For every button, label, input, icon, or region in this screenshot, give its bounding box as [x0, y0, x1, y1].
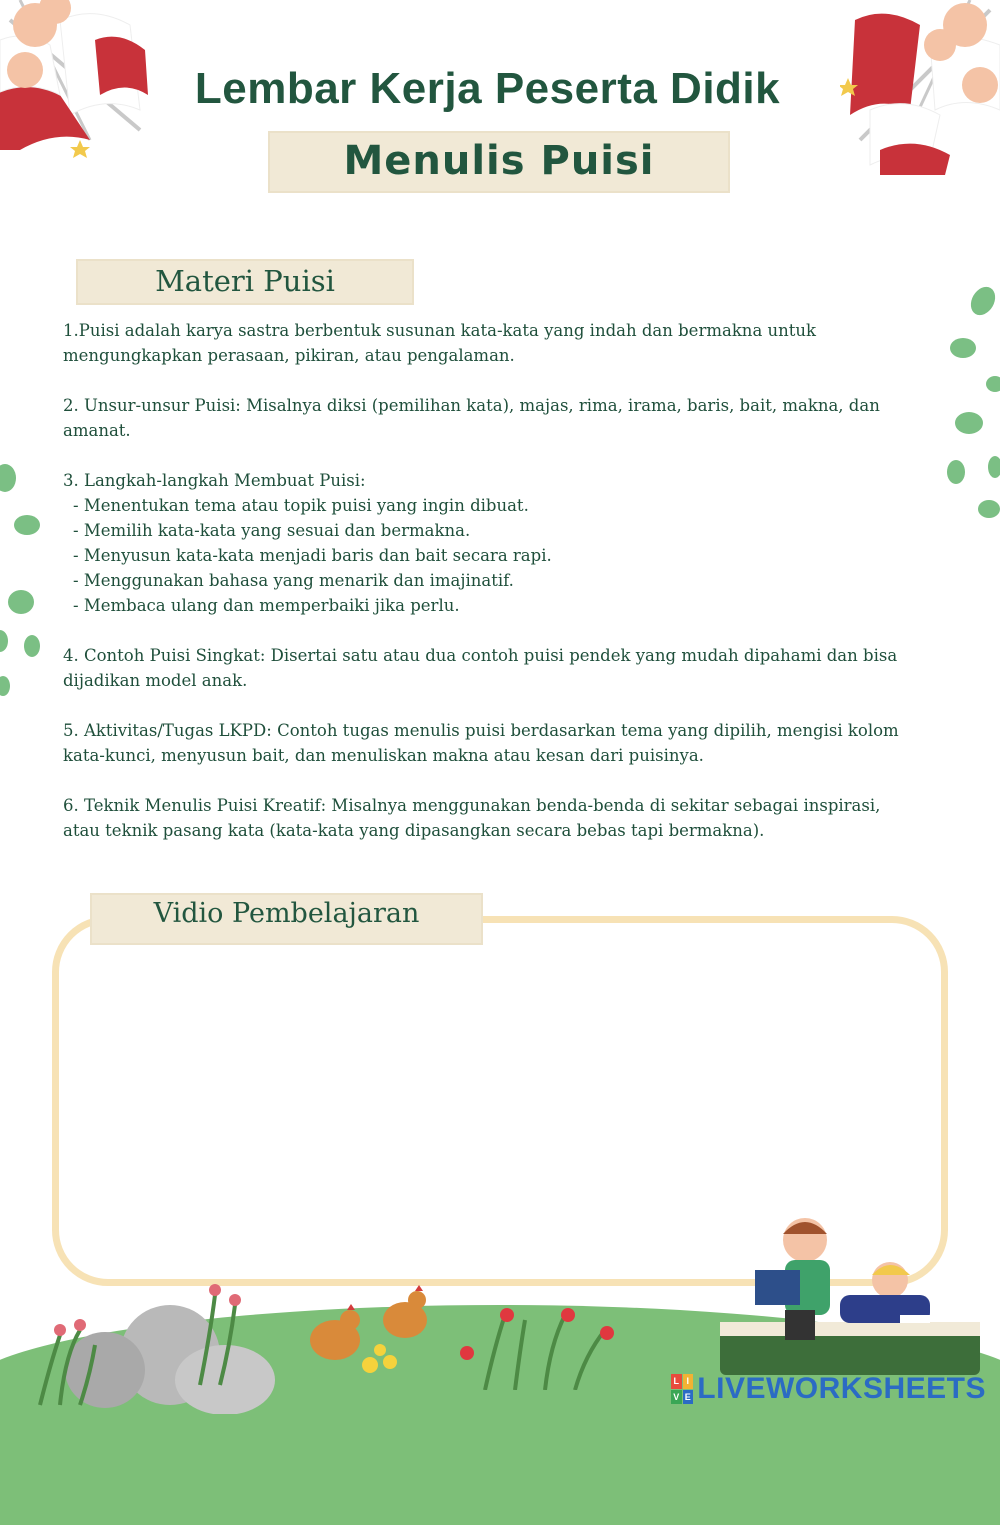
materi-item-2: 2. Unsur-unsur Puisi: Misalnya diksi (pemilihan kata), majas, rima, irama, baris, bait, makna, dan amanat. [63, 396, 880, 440]
materi-step: - Menyusun kata-kata menjadi baris dan bait secara rapi. [73, 546, 552, 565]
materi-heading: Materi Puisi [155, 264, 335, 298]
materi-step: - Menentukan tema atau topik puisi yang ingin dibuat. [73, 496, 529, 515]
grass-flowers-illustration [455, 1305, 620, 1390]
materi-item-3: 3. Langkah-langkah Membuat Puisi: [63, 471, 366, 490]
liveworksheets-wordmark: LIVEWORKSHEETS [697, 1372, 986, 1405]
page-subtitle: Menulis Puisi [343, 138, 655, 184]
materi-step: - Menggunakan bahasa yang menarik dan imajinatif. [73, 571, 514, 590]
materi-item-1: 1.Puisi adalah karya sastra berbentuk susunan kata-kata yang indah dan bermakna untuk mengungkapkan perasaan, pikiran, atau pengalaman. [63, 321, 817, 365]
materi-item-5: 5. Aktivitas/Tugas LKPD: Contoh tugas menulis puisi berdasarkan tema yang dipilih, mengisi kolom kata-kunci, menyusun bait, dan menuliskan makna atau kesan dari puisinya. [63, 721, 899, 765]
rocks-and-flowers-illustration [20, 1275, 280, 1414]
materi-step: - Memilih kata-kata yang sesuai dan bermakna. [73, 521, 471, 540]
liveworksheets-logo-icon: L I V E [671, 1374, 693, 1404]
materi-item-4: 4. Contoh Puisi Singkat: Disertai satu atau dua contoh puisi pendek yang mudah dipahami dan bisa dijadikan model anak. [63, 646, 898, 690]
video-heading: Vidio Pembelajaran [153, 898, 420, 929]
materi-content [63, 318, 913, 868]
liveworksheets-brand[interactable] [671, 1372, 986, 1406]
page-title: Lembar Kerja Peserta Didik [194, 64, 781, 113]
kids-reading-illustration [715, 1210, 985, 1380]
materi-step: - Membaca ulang dan memperbaiki jika perlu. [73, 596, 460, 615]
chickens-illustration [305, 1280, 430, 1380]
materi-item-6: 6. Teknik Menulis Puisi Kreatif: Misalnya menggunakan benda-benda di sekitar sebagai inspirasi, atau teknik pasang kata (kata-kata yang dipasangkan secara bebas tapi bermakna). [63, 796, 881, 840]
